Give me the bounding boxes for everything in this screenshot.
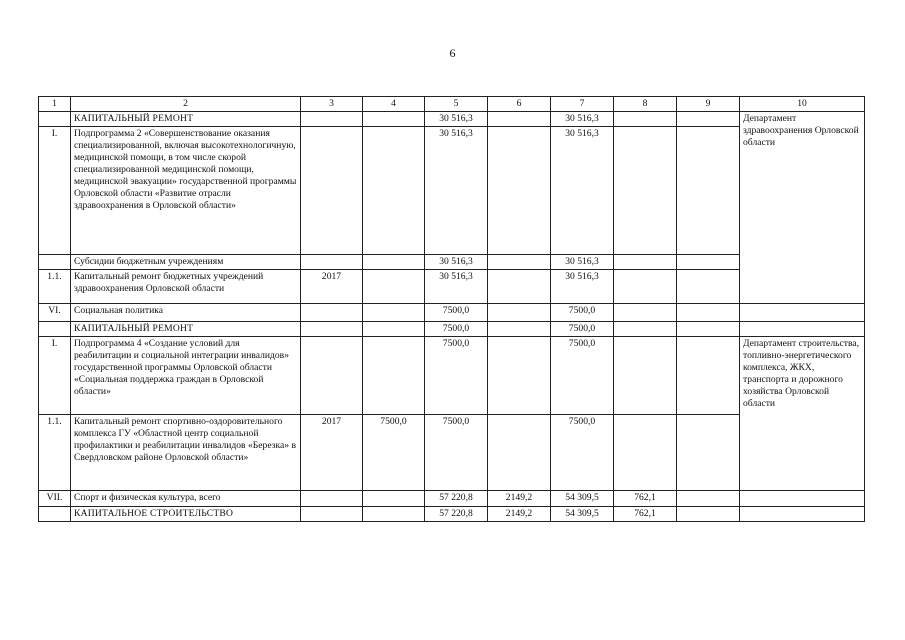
cell-col7: 54 309,5 — [551, 506, 614, 521]
department-construction: Департамент строительства, топливно-энергетического комплекса, ЖКХ, транспорта и дорожного хозяйства Орловской области — [740, 336, 865, 490]
cell-col10 — [740, 506, 865, 521]
header-row — [39, 97, 865, 112]
cell-year: 2017 — [301, 414, 363, 490]
cell-col5: 30 516,3 — [425, 269, 488, 303]
cell-year — [301, 126, 363, 254]
cell-col7: 30 516,3 — [551, 269, 614, 303]
row-number — [39, 112, 71, 127]
cell-col5: 7500,0 — [425, 321, 488, 336]
cell-col8 — [614, 126, 677, 254]
cell-col4 — [363, 490, 425, 506]
cell-col8 — [614, 303, 677, 321]
cell-col4: 7500,0 — [363, 414, 425, 490]
row-name: Капитальный ремонт бюджетных учреждений здравоохранения Орловской области — [71, 269, 301, 303]
row-name: Спорт и физическая культура, всего — [71, 490, 301, 506]
cell-col4 — [363, 112, 425, 127]
header-cell-9: 9 — [677, 97, 740, 112]
cell-col6: 2149,2 — [488, 506, 551, 521]
cell-col6 — [488, 269, 551, 303]
row-name: КАПИТАЛЬНОЕ СТРОИТЕЛЬСТВО — [71, 506, 301, 521]
table-row — [39, 321, 865, 336]
cell-col8 — [614, 414, 677, 490]
cell-col8 — [614, 336, 677, 414]
row-number: 1.1. — [39, 414, 71, 490]
cell-col5: 7500,0 — [425, 303, 488, 321]
cell-col7: 30 516,3 — [551, 254, 614, 269]
row-name: Подпрограмма 2 «Совершенствование оказания специализированной, включая высокотехнологичную, медицинской помощи, в том числе скорой специализированной медицинской помощи, медицинской эвакуации» государственной программы Орловской области «Развитие отрасли здравоохранения в Орловской области» — [71, 126, 301, 254]
header-cell-4: 4 — [363, 97, 425, 112]
row-number — [39, 254, 71, 269]
cell-col6 — [488, 126, 551, 254]
cell-col9 — [677, 269, 740, 303]
row-name: Социальная политика — [71, 303, 301, 321]
row-number: 1.1. — [39, 269, 71, 303]
cell-year — [301, 490, 363, 506]
row-name: Подпрограмма 4 «Создание условий для реабилитации и социальной интеграции инвалидов» государственной программы Орловской области «Социальная поддержка граждан в Орловской области» — [71, 336, 301, 414]
cell-col7: 7500,0 — [551, 336, 614, 414]
cell-col4 — [363, 321, 425, 336]
cell-col8 — [614, 112, 677, 127]
cell-col9 — [677, 126, 740, 254]
table-row — [39, 336, 865, 414]
cell-col5: 57 220,8 — [425, 490, 488, 506]
header-cell-2: 2 — [71, 97, 301, 112]
header-cell-5: 5 — [425, 97, 488, 112]
cell-col6 — [488, 303, 551, 321]
cell-col8: 762,1 — [614, 506, 677, 521]
cell-col5: 30 516,3 — [425, 254, 488, 269]
cell-col6 — [488, 112, 551, 127]
cell-col6 — [488, 254, 551, 269]
table-row — [39, 506, 865, 521]
header-cell-3: 3 — [301, 97, 363, 112]
cell-col9 — [677, 303, 740, 321]
cell-col10 — [740, 303, 865, 321]
cell-col6 — [488, 336, 551, 414]
cell-col5: 7500,0 — [425, 414, 488, 490]
cell-col9 — [677, 112, 740, 127]
cell-col7: 30 516,3 — [551, 112, 614, 127]
row-name: Субсидии бюджетным учреждениям — [71, 254, 301, 269]
header-cell-6: 6 — [488, 97, 551, 112]
cell-col7: 54 309,5 — [551, 490, 614, 506]
row-number: VII. — [39, 490, 71, 506]
budget-table — [38, 96, 865, 522]
department-health: Департамент здравоохранения Орловской области — [740, 112, 865, 304]
row-name: КАПИТАЛЬНЫЙ РЕМОНТ — [71, 112, 301, 127]
cell-col6: 2149,2 — [488, 490, 551, 506]
page-number: 6 — [449, 46, 456, 60]
cell-year — [301, 336, 363, 414]
cell-col9 — [677, 336, 740, 414]
row-number: I. — [39, 126, 71, 254]
cell-col8 — [614, 254, 677, 269]
cell-col9 — [677, 490, 740, 506]
cell-col4 — [363, 126, 425, 254]
table-row — [39, 490, 865, 506]
row-number — [39, 321, 71, 336]
cell-year — [301, 321, 363, 336]
cell-year — [301, 303, 363, 321]
cell-col7: 7500,0 — [551, 321, 614, 336]
cell-col10 — [740, 321, 865, 336]
cell-year — [301, 506, 363, 521]
cell-col8: 762,1 — [614, 490, 677, 506]
cell-col7: 7500,0 — [551, 414, 614, 490]
row-name: КАПИТАЛЬНЫЙ РЕМОНТ — [71, 321, 301, 336]
cell-col9 — [677, 254, 740, 269]
cell-col10 — [740, 490, 865, 506]
cell-col4 — [363, 506, 425, 521]
header-cell-8: 8 — [614, 97, 677, 112]
cell-col8 — [614, 269, 677, 303]
cell-col4 — [363, 269, 425, 303]
cell-col6 — [488, 414, 551, 490]
row-number: I. — [39, 336, 71, 414]
row-name: Капитальный ремонт спортивно-оздоровительного комплекса ГУ «Областной центр социальной профилактики и реабилитации инвалидов «Березка» в Свердловском районе Орловской области» — [71, 414, 301, 490]
header-cell-1: 1 — [39, 97, 71, 112]
cell-col4 — [363, 254, 425, 269]
table-row — [39, 112, 865, 127]
table-row — [39, 303, 865, 321]
cell-col6 — [488, 321, 551, 336]
cell-col8 — [614, 321, 677, 336]
cell-year: 2017 — [301, 269, 363, 303]
cell-col7: 7500,0 — [551, 303, 614, 321]
cell-year — [301, 112, 363, 127]
cell-col5: 7500,0 — [425, 336, 488, 414]
cell-col4 — [363, 336, 425, 414]
cell-col9 — [677, 414, 740, 490]
cell-col9 — [677, 506, 740, 521]
cell-year — [301, 254, 363, 269]
cell-col7: 30 516,3 — [551, 126, 614, 254]
header-cell-10: 10 — [740, 97, 865, 112]
row-number — [39, 506, 71, 521]
row-number: VI. — [39, 303, 71, 321]
cell-col9 — [677, 321, 740, 336]
cell-col5: 30 516,3 — [425, 112, 488, 127]
cell-col4 — [363, 303, 425, 321]
cell-col5: 30 516,3 — [425, 126, 488, 254]
header-cell-7: 7 — [551, 97, 614, 112]
cell-col5: 57 220,8 — [425, 506, 488, 521]
